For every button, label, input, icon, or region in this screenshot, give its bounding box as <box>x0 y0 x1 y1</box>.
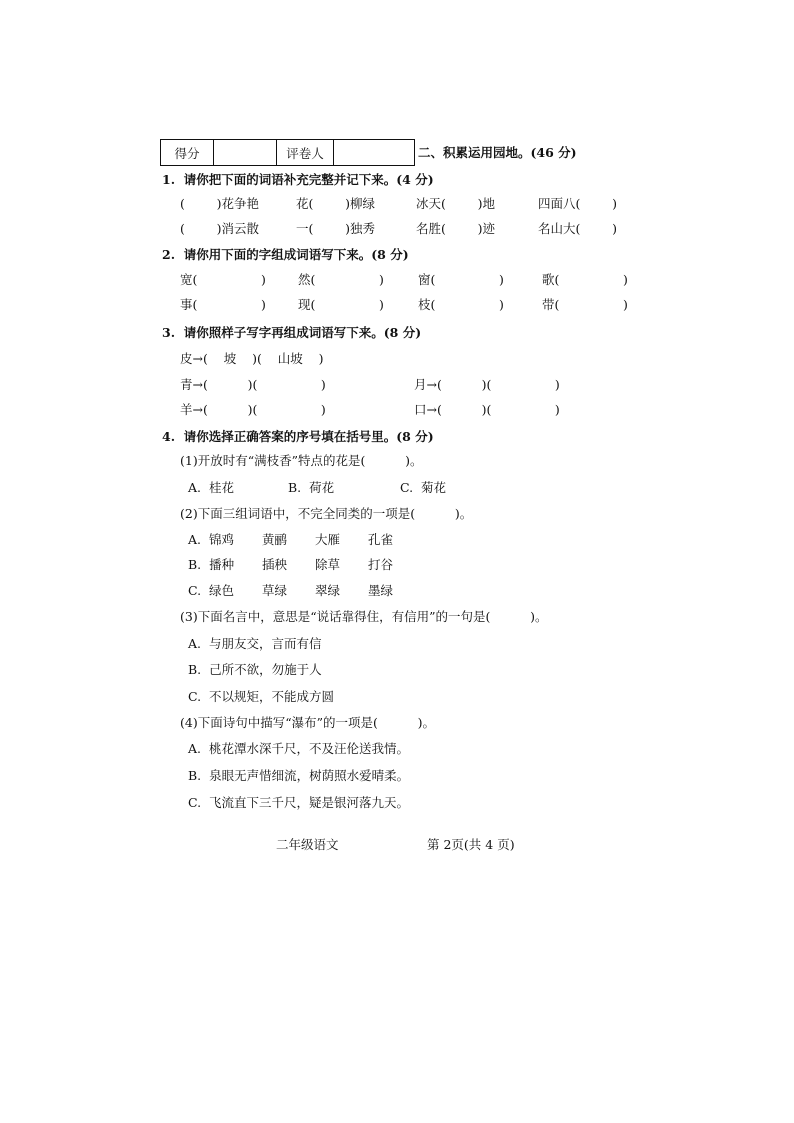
q4-sub3-option: B. 己所不欲，勿施于人 <box>188 662 322 677</box>
q4-sub2-word: 黄鹂 <box>262 532 288 547</box>
q3-example: 皮→( 坡 )( 山坡 ) <box>180 351 324 366</box>
q3-item: 青→( )( ) <box>180 377 326 392</box>
q4-sub2-question: (2)下面三组词语中，不完全同类的一项是( )。 <box>180 506 473 521</box>
q1-item: 名山大( ) <box>538 221 618 236</box>
q4-sub2-word: 墨绿 <box>368 583 394 598</box>
q2-item: 枝( ) <box>418 297 504 312</box>
q1-item: 名胜( )迹 <box>416 221 496 236</box>
q4-sub4-question: (4)下面诗句中描写“瀑布”的一项是( )。 <box>180 715 435 730</box>
q4-sub2-word: 大雁 <box>315 532 341 547</box>
q3-title: 3. 请你照样子写字再组成词语写下来。(8 分) <box>162 325 422 340</box>
q4-sub1-option: B. 荷花 <box>288 480 335 495</box>
q4-title: 4. 请你选择正确答案的序号填在括号里。(8 分) <box>162 429 434 444</box>
q4-sub4-option: A. 桃花潭水深千尺，不及汪伦送我情。 <box>188 741 409 756</box>
q1-item: ( )花争艳 <box>180 196 260 211</box>
q2-item: 歌( ) <box>542 272 628 287</box>
q4-sub2-option: A. 锦鸡 <box>188 532 234 547</box>
q4-sub2-word: 翠绿 <box>315 583 341 598</box>
grader-blank[interactable] <box>334 140 415 166</box>
q2-item: 宽( ) <box>180 272 266 287</box>
q4-sub4-option: C. 飞流直下三千尺，疑是银河落九天。 <box>188 795 410 810</box>
score-table <box>160 139 415 166</box>
q4-sub1-question: (1)开放时有“满枝香”特点的花是( )。 <box>180 453 423 468</box>
q1-item: 四面八( ) <box>538 196 618 211</box>
q4-sub2-word: 插秧 <box>262 557 288 572</box>
section-title: 二、积累运用园地。(46 分) <box>418 145 577 160</box>
q1-item: ( )消云散 <box>180 221 260 236</box>
q4-sub2-word: 孔雀 <box>368 532 394 547</box>
q4-sub2-word: 草绿 <box>262 583 288 598</box>
q2-item: 窗( ) <box>418 272 504 287</box>
q4-sub1-option: C. 菊花 <box>400 480 447 495</box>
q1-item: 冰天( )地 <box>416 196 496 211</box>
q1-item: 一( )独秀 <box>296 221 376 236</box>
q3-item: 月→( )( ) <box>414 377 560 392</box>
q2-item: 然( ) <box>298 272 384 287</box>
q4-sub1-option: A. 桂花 <box>188 480 234 495</box>
q4-sub2-word: 打谷 <box>368 557 394 572</box>
q1-item: 花( )柳绿 <box>296 196 376 211</box>
q4-sub2-option: B. 播种 <box>188 557 235 572</box>
score-blank[interactable] <box>214 140 277 166</box>
grader-label: 评卷人 <box>277 140 334 166</box>
q4-sub3-question: (3)下面名言中，意思是“说话靠得住，有信用”的一句是( )。 <box>180 609 548 624</box>
q4-sub2-option: C. 绿色 <box>188 583 235 598</box>
footer-page: 第 2页(共 4 页) <box>427 837 515 852</box>
q4-sub3-option: C. 不以规矩，不能成方圆 <box>188 689 335 704</box>
q2-title: 2. 请你用下面的字组成词语写下来。(8 分) <box>162 247 409 262</box>
footer-subject: 二年级语文 <box>276 837 339 852</box>
q2-item: 现( ) <box>298 297 384 312</box>
score-label: 得分 <box>161 140 214 166</box>
q3-item: 羊→( )( ) <box>180 402 326 417</box>
q4-sub4-option: B. 泉眼无声惜细流，树荫照水爱晴柔。 <box>188 768 410 783</box>
q4-sub2-word: 除草 <box>315 557 341 572</box>
q3-item: 口→( )( ) <box>414 402 560 417</box>
q4-sub3-option: A. 与朋友交，言而有信 <box>188 636 322 651</box>
q1-title: 1. 请你把下面的词语补充完整并记下来。(4 分) <box>162 172 434 187</box>
q2-item: 事( ) <box>180 297 266 312</box>
q2-item: 带( ) <box>542 297 628 312</box>
